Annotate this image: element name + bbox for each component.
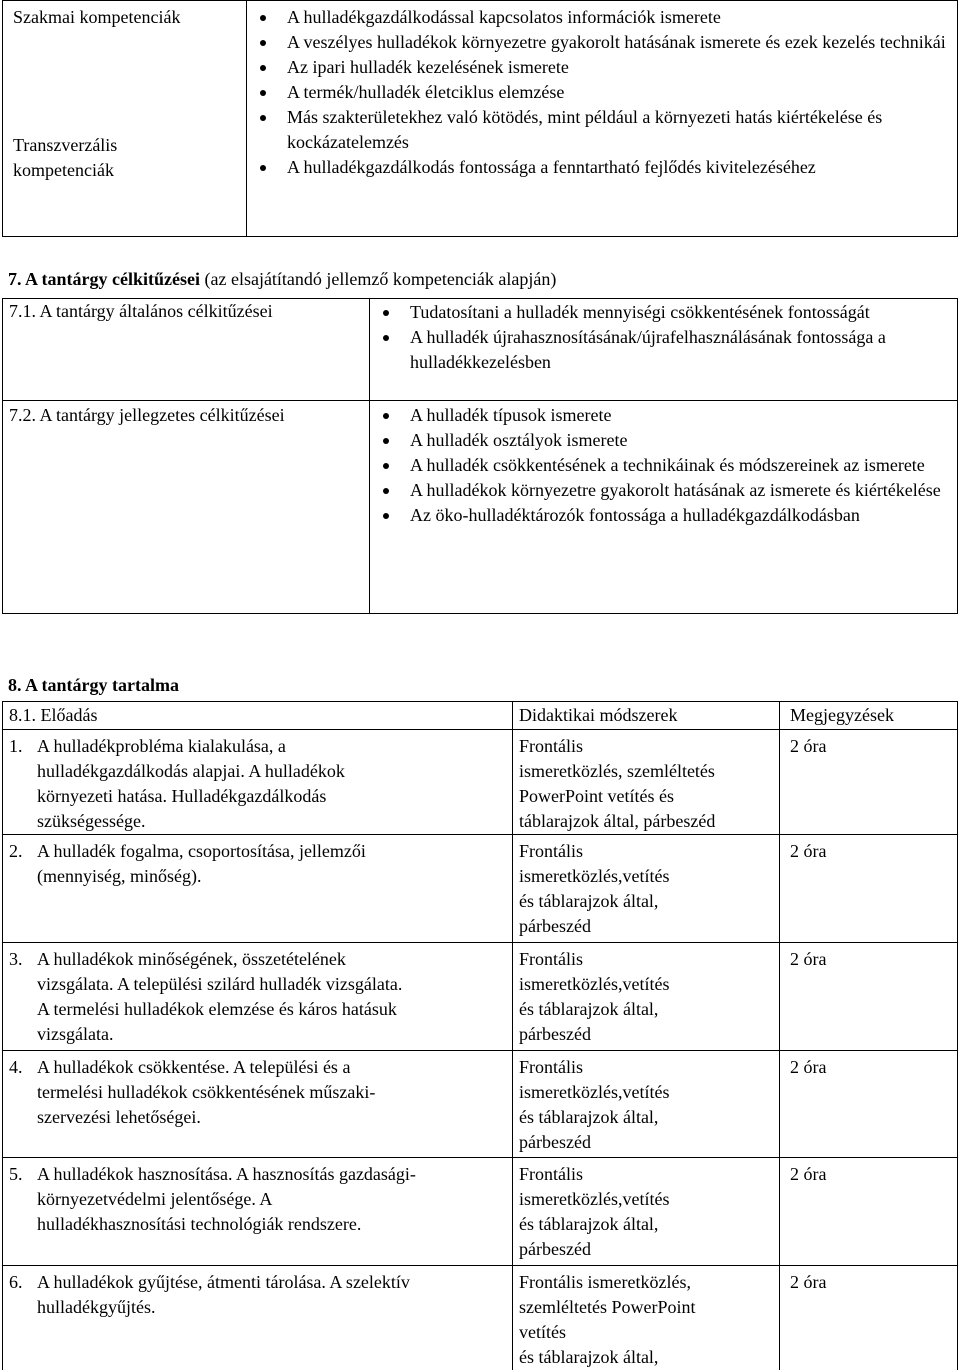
topic-number: 2. <box>9 841 23 861</box>
specific-objectives-label: 7.2. A tantárgy jellegzetes célkitűzései <box>3 401 370 614</box>
section-7-title-rest: (az elsajátítandó jellemző kompetenciák alapján) <box>199 269 557 289</box>
method-line: és táblarajzok által, <box>519 1347 659 1367</box>
topic-line: szervezési lehetőségei. <box>37 1107 201 1127</box>
topic-line: vizsgálata. A települési szilárd hulladék vizsgálata. <box>37 974 403 994</box>
method-line: Frontális <box>519 949 584 969</box>
topic-line: termelési hulladékok csökkentésének műszaki- <box>37 1082 376 1102</box>
method-line: Frontális <box>519 1057 584 1077</box>
list-item: Tudatosítani a hulladék mennyiségi csökkentésének fontosságát <box>370 300 957 325</box>
method-cell <box>513 1051 780 1158</box>
competencies-table <box>2 0 958 237</box>
method-line: párbeszéd <box>519 1239 591 1259</box>
method-line: párbeszéd <box>519 1024 591 1044</box>
course-content-table <box>2 701 958 1370</box>
competencies-list <box>247 5 957 180</box>
topic-number: 6. <box>9 1272 23 1292</box>
method-line: szemléltetés PowerPoint <box>519 1297 696 1317</box>
list-item: Az ipari hulladék kezelésének ismerete <box>247 55 957 80</box>
topic-line: környezeti hatása. Hulladékgazdálkodás <box>37 786 327 806</box>
topic-line: hulladékgyűjtés. <box>37 1297 156 1317</box>
method-line: Frontális <box>519 841 584 861</box>
method-line: ismeretközlés, szemléltetés <box>519 761 715 781</box>
method-line: és táblarajzok által, <box>519 1107 659 1127</box>
topic-cell <box>3 943 513 1051</box>
topic-number: 5. <box>9 1164 23 1184</box>
method-line: és táblarajzok által, <box>519 999 659 1019</box>
professional-competencies-label: Szakmai kompetenciák <box>13 7 181 27</box>
specific-objectives-list <box>370 403 957 528</box>
note-cell: 2 óra <box>780 943 958 1051</box>
method-line: ismeretközlés,vetítés <box>519 1189 670 1209</box>
table-row <box>3 730 958 835</box>
topic-line: hulladékgazdálkodás alapjai. A hulladékok <box>37 761 345 781</box>
topic-line <box>9 1162 506 1187</box>
method-line: ismeretközlés,vetítés <box>519 866 670 886</box>
topic-cell <box>3 1051 513 1158</box>
topic-line <box>9 839 506 864</box>
method-line: ismeretközlés,vetítés <box>519 974 670 994</box>
method-cell <box>513 730 780 835</box>
list-item: Más szakterületekhez való kötödés, mint például a környezeti hatás kiértékelése és kockázatelemzés <box>247 105 957 155</box>
table-row <box>3 1266 958 1371</box>
topic-line: A termelési hulladékok elemzése és káros hatásuk <box>37 999 397 1019</box>
header-lecture: 8.1. Előadás <box>3 702 513 730</box>
topic-line: szükségessége. <box>37 811 146 831</box>
topic-text: A hulladékok csökkentése. A települési és a <box>37 1057 351 1077</box>
method-cell <box>513 835 780 943</box>
note-cell: 2 óra <box>780 730 958 835</box>
transversal-competencies-label-1: Transzverzális <box>13 135 118 155</box>
list-item: A hulladék típusok ismerete <box>370 403 957 428</box>
topic-line <box>9 947 506 972</box>
method-line: táblarajzok által, párbeszéd <box>519 811 716 831</box>
method-line: párbeszéd <box>519 916 591 936</box>
specific-objectives-cell <box>370 401 958 614</box>
section-7-title <box>8 267 556 292</box>
topic-line <box>9 1270 506 1295</box>
topic-line: környezetvédelmi jelentősége. A <box>37 1189 273 1209</box>
method-line: ismeretközlés,vetítés <box>519 1082 670 1102</box>
topic-line: vizsgálata. <box>37 1024 114 1044</box>
note-cell: 2 óra <box>780 1266 958 1371</box>
list-item: A hulladékgazdálkodás fontossága a fenntartható fejlődés kivitelezéséhez <box>247 155 957 180</box>
list-item: A hulladék osztályok ismerete <box>370 428 957 453</box>
note-cell: 2 óra <box>780 1051 958 1158</box>
note-cell: 2 óra <box>780 835 958 943</box>
method-cell <box>513 1266 780 1371</box>
note-cell: 2 óra <box>780 1158 958 1266</box>
section-7-title-bold: 7. A tantárgy célkitűzései <box>8 269 200 289</box>
topic-cell <box>3 730 513 835</box>
section-8-title: 8. A tantárgy tartalma <box>8 675 179 695</box>
objectives-table <box>2 298 958 614</box>
topic-number: 3. <box>9 949 23 969</box>
method-line: PowerPoint vetítés és <box>519 786 674 806</box>
table-row <box>3 943 958 1051</box>
transversal-competencies-label-2: kompetenciák <box>13 160 114 180</box>
header-methods: Didaktikai módszerek <box>513 702 780 730</box>
general-objectives-list <box>370 300 957 375</box>
competencies-labels <box>3 1 247 237</box>
method-line: vetítés <box>519 1322 566 1342</box>
topic-number: 1. <box>9 736 23 756</box>
method-line: Frontális <box>519 1164 584 1184</box>
topic-line <box>9 734 506 759</box>
list-item: A hulladékgazdálkodással kapcsolatos információk ismerete <box>247 5 957 30</box>
method-line: Frontális <box>519 736 584 756</box>
topic-cell <box>3 1158 513 1266</box>
list-item: Az öko-hulladéktározók fontossága a hulladékgazdálkodásban <box>370 503 957 528</box>
table-row <box>3 835 958 943</box>
topic-line: hulladékhasznosítási technológiák rendszere. <box>37 1214 362 1234</box>
method-line: és táblarajzok által, <box>519 891 659 911</box>
method-line: Frontális ismeretközlés, <box>519 1272 691 1292</box>
general-objectives-cell <box>370 299 958 401</box>
list-item: A hulladékok környezetre gyakorolt hatásának az ismerete és kiértékelése <box>370 478 957 503</box>
table-row <box>3 1158 958 1266</box>
general-objectives-label: 7.1. A tantárgy általános célkitűzései <box>3 299 370 401</box>
topic-text: A hulladékok hasznosítása. A hasznosítás gazdasági- <box>37 1164 416 1184</box>
method-cell <box>513 943 780 1051</box>
method-line: és táblarajzok által, <box>519 1214 659 1234</box>
list-item: A hulladék újrahasznosításának/újrafelhasználásának fontossága a hulladékkezelésben <box>370 325 957 375</box>
topic-cell <box>3 1266 513 1371</box>
header-notes: Megjegyzések <box>780 702 958 730</box>
topic-cell <box>3 835 513 943</box>
topic-line <box>9 1055 506 1080</box>
topic-text: A hulladékprobléma kialakulása, a <box>37 736 286 756</box>
competencies-items-cell <box>247 1 958 237</box>
topic-text: A hulladékok gyűjtése, átmenti tárolása. A szelektív <box>37 1272 410 1292</box>
table-row <box>3 1051 958 1158</box>
list-item: A termék/hulladék életciklus elemzése <box>247 80 957 105</box>
topic-text: A hulladékok minőségének, összetételének <box>37 949 346 969</box>
method-cell <box>513 1158 780 1266</box>
list-item: A hulladék csökkentésének a technikáinak és módszereinek az ismerete <box>370 453 957 478</box>
method-line: párbeszéd <box>519 1132 591 1152</box>
list-item: A veszélyes hulladékok környezetre gyakorolt hatásának ismerete és ezek kezelés technikái <box>247 30 957 55</box>
topic-text: A hulladék fogalma, csoportosítása, jellemzői <box>37 841 366 861</box>
topic-number: 4. <box>9 1057 23 1077</box>
topic-line: (mennyiség, minőség). <box>37 866 202 886</box>
